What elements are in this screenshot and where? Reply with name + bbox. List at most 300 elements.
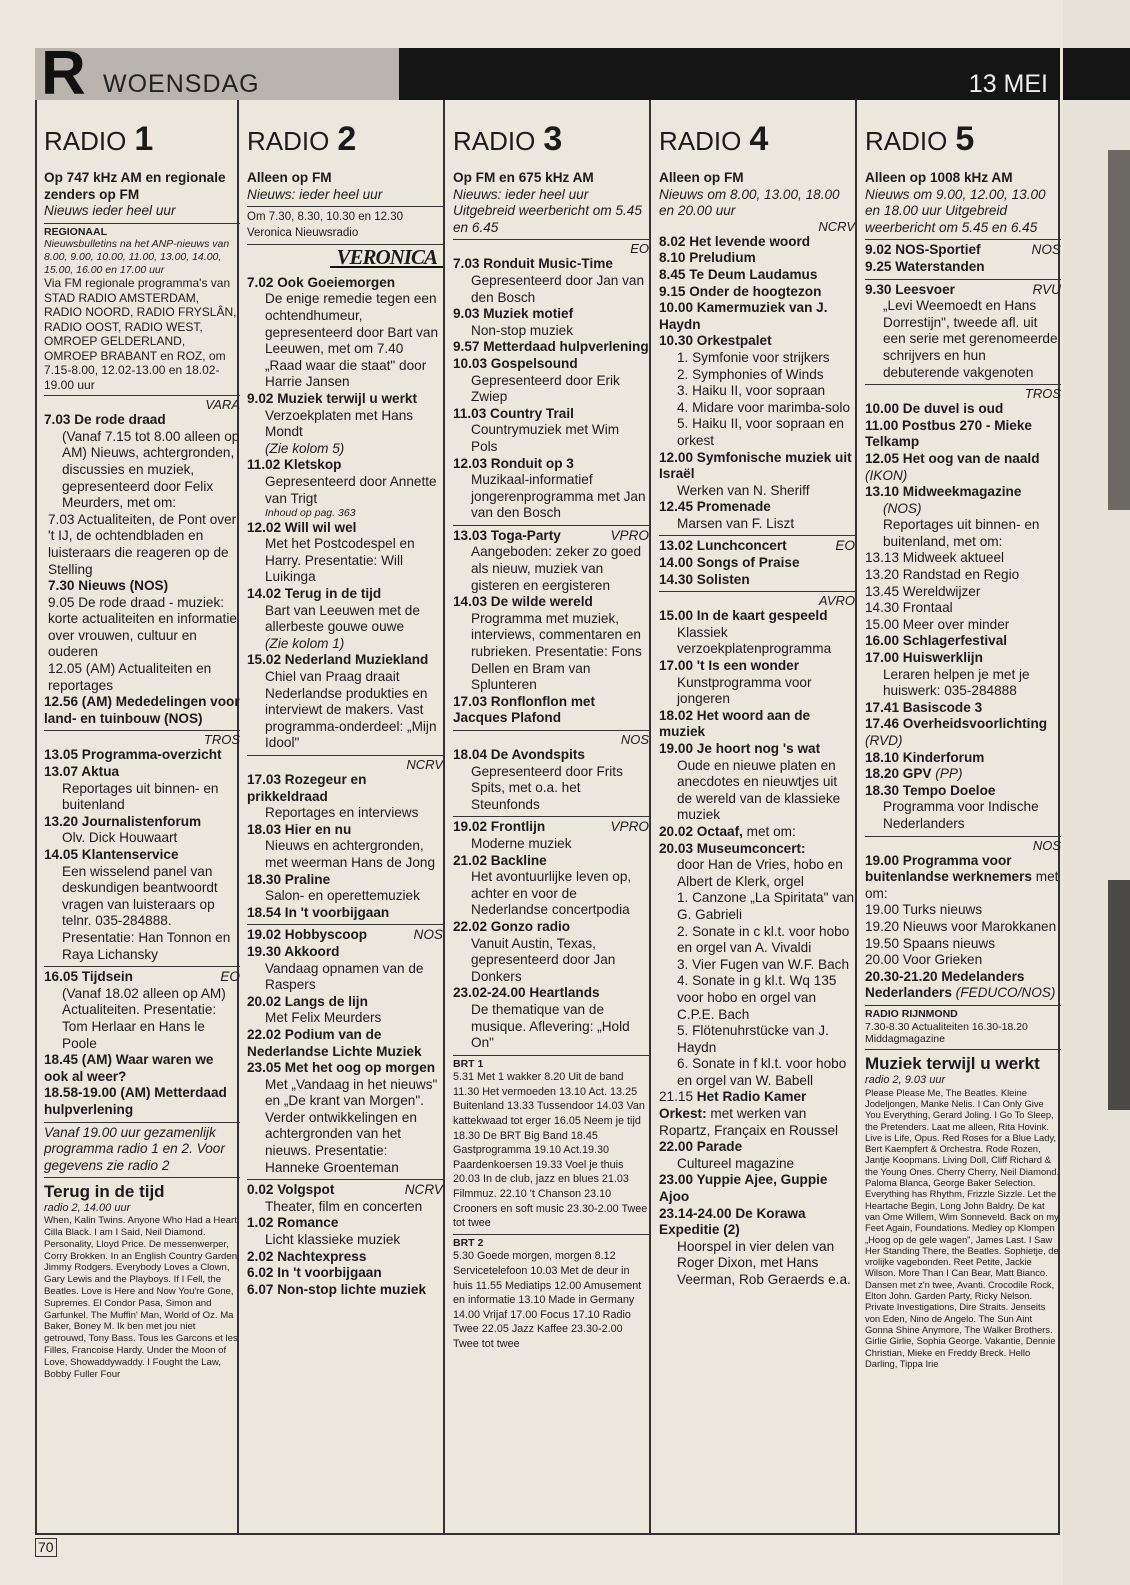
divider: [659, 591, 855, 592]
program-title: 21.02 Backline: [453, 852, 547, 868]
program-title: 17.00 Huiswerklijn: [865, 650, 983, 666]
program-title: 11.00 Postbus 270 - Mieke Telkamp: [865, 417, 1032, 450]
program-entry: [44, 969, 240, 1052]
program-desc: Gepresenteerd door Erik Zwiep: [471, 372, 620, 405]
program-title: 9.02 NOS-Sportief: [865, 242, 981, 258]
broadcaster-label: TROS: [203, 732, 240, 748]
program-title: 23.14-24.00 De Korawa Expeditie (2): [659, 1205, 806, 1238]
program-sub: 7.03 Actualiteiten, de Pont over 't IJ, de ochtendbladen en luisteraars die reageren op de Stelling: [48, 511, 237, 577]
divider: [453, 816, 649, 817]
program-title: 18.20 GPV: [865, 766, 932, 782]
divider: [865, 1049, 1061, 1050]
program-desc: Aangeboden: zeker zo goed als nieuw, muziek van gisteren en eergisteren: [471, 544, 642, 593]
radio1-intro: [44, 170, 240, 220]
program-sub: 19.50 Spaans nieuws: [865, 935, 995, 951]
program-desc: Met Felix Meurders: [265, 1010, 382, 1026]
program-title: 12.56 (AM) Mededelingen voor land- en tuinbouw (NOS): [44, 694, 240, 726]
program-entry: [865, 700, 1061, 717]
program-entry: [453, 256, 649, 306]
program-entry: [659, 284, 855, 301]
playlist-songs: When, Kalin Twins. Anyone Who Had a Heart, Cilla Black. I am I Said, Neil Diamond. Personality, Lloyd Price. De messenwerper, Corry Brokken. In an English Country Garden, Jimmy Rodgers. Everybody Loves a Clown, Gary Lewis and the Playboys. If I Fell, the Beatles. Love is Here and Now You're Gone, Supremes. El Condor Pasa, Simon and Garfunkel. The Muffin' Man, World of Oz. Ma Baker, Boney M. Ik ben met jou niet getrouwd, Tony Bass. Tous les Garcons et les Filles, Francoise Hardy. Under the Moon of Love, Showaddywaddy. I Fought the Law, Bobby Fuller Four: [44, 1215, 240, 1380]
program-title: 13.10 Midweekmagazine: [865, 484, 1022, 500]
program-entry: [865, 716, 1061, 749]
broadcaster-label: (FEDUCO/NOS): [955, 985, 1056, 1001]
divider: [44, 223, 240, 224]
program-title: 12.03 Ronduit op 3: [453, 455, 574, 471]
program-sub: 15.00 Meer over minder: [865, 616, 1010, 632]
program-entry: [247, 391, 443, 457]
radio1-column: [44, 100, 240, 1535]
program-title: 9.57 Metterdaad hulpverlening: [453, 339, 649, 355]
program-title: 20.30-21.20 Medelanders Nederlanders: [865, 968, 1025, 1001]
program-entry: [659, 333, 855, 449]
program-desc: Moderne muziek: [471, 835, 572, 851]
column-divider: [443, 100, 445, 1535]
station-word: RADIO: [247, 126, 330, 156]
program-title: 14.03 De wilde wereld: [453, 594, 593, 610]
program-title: 22.02 Gonzo radio: [453, 918, 571, 934]
broadcaster-label: NOS: [1032, 837, 1061, 853]
divider: [247, 1179, 443, 1180]
program-entry: [247, 1282, 443, 1299]
program-desc: Kunstprogramma voor jongeren: [677, 674, 812, 707]
program-desc: De enige remedie tegen een ochtendhumeur, gepresenteerd door Bart van Leeuwen, met om 7.40 „Raad waar die staat" door Harrie Jansen: [265, 291, 439, 390]
program-title: 23.00 Yuppie Ajee, Guppie Ajoo: [659, 1172, 828, 1205]
program-item: 1. Canzone „La Spiritata" van G. Gabrieli: [677, 890, 855, 922]
program-title: 13.03 Toga-Party: [453, 527, 561, 543]
program-title: 7.02 Ook Goeiemorgen: [247, 274, 396, 290]
program-title: 8.10 Preludium: [659, 250, 756, 266]
program-sub: 12.05 (AM) Actualiteiten en reportages: [48, 661, 212, 693]
program-entry: [865, 750, 1061, 767]
radio2-column: [247, 100, 443, 1535]
program-entry: [44, 847, 240, 963]
program-title: 13.02 Lunchconcert: [659, 538, 787, 554]
radio1-heading: [44, 100, 240, 158]
program-entry: [659, 499, 855, 532]
program-entry: [453, 819, 649, 852]
broadcaster-label: NCRV: [818, 218, 855, 234]
program-title: 13.05 Programma-overzicht: [44, 747, 222, 763]
program-desc: De thematique van de musique. Aflevering: „Hold On": [471, 1001, 630, 1051]
program-entry: [865, 969, 1061, 1002]
program-entry: [453, 747, 649, 813]
program-item: 6. Sonate in f kl.t. voor hobo en orgel van W. Babell: [677, 1056, 847, 1088]
program-entry: [659, 450, 855, 500]
program-entry: [44, 661, 240, 694]
divider: [44, 730, 240, 731]
station-number: 1: [134, 120, 154, 158]
program-entry: [659, 555, 855, 572]
program-title: 17.03 Rozegeur en prikkeldraad: [247, 772, 367, 804]
program-entry: [659, 1139, 855, 1172]
program-entry: [865, 902, 1061, 919]
program-entry: [865, 584, 1061, 601]
program-entry: [865, 600, 1061, 617]
station-number: 5: [955, 120, 975, 158]
playlist-title: Terug in de tijd: [44, 1182, 165, 1202]
station-word: RADIO: [453, 126, 536, 156]
program-entry: [865, 484, 1061, 550]
broadcaster-label: VPRO: [610, 819, 649, 835]
program-title: 10.00 De duvel is oud: [865, 401, 1004, 417]
program-title: 10.30 Orkestpalet: [659, 333, 772, 349]
divider: [453, 239, 649, 240]
program-entry: [453, 456, 649, 522]
program-sub: 13.13 Midweek aktueel: [865, 550, 1005, 566]
program-entry: [659, 538, 855, 555]
broadcaster-label: TROS: [1024, 386, 1061, 402]
program-title: 1.02 Romance: [247, 1215, 339, 1231]
radio-section-letter: R: [41, 39, 83, 108]
program-desc: Marsen van F. Liszt: [677, 515, 795, 531]
broadcaster-label: VARA: [205, 397, 240, 413]
broadcaster-label: NCRV: [406, 757, 443, 772]
program-desc: Een wisselend panel van deskundigen beantwoordt vragen van luisteraars op telnr. 035-284888. Presentatie: Han Tonnon en Raya Lichansky: [62, 863, 231, 962]
intro-news: Nieuws: ieder heel uur Uitgebreid weerbericht om 5.45 en 6.45: [453, 186, 642, 235]
program-entry: [453, 985, 649, 1051]
program-sub: 13.45 Wereldwijzer: [865, 583, 981, 599]
brt1-title: BRT 1: [453, 1057, 484, 1070]
program-title: 18.03 Hier en nu: [247, 821, 352, 837]
program-title: 0.02 Volgspot: [247, 1182, 335, 1198]
program-title: 7.03 De rode draad: [44, 412, 166, 428]
radio3-column: [453, 100, 649, 1535]
program-entry: [659, 658, 855, 708]
brt2-title: BRT 2: [453, 1236, 484, 1249]
regional-title: REGIONAAL: [44, 225, 107, 238]
program-entry: [44, 764, 240, 814]
program-entry: [865, 401, 1061, 418]
program-desc: Theater, film en concerten: [265, 1198, 423, 1214]
program-title: 19.30 Akkoord: [247, 943, 340, 959]
station-number: 3: [543, 120, 563, 158]
program-desc: met om:: [865, 869, 1059, 901]
broadcaster-label: NOS: [620, 732, 649, 747]
program-title: 10.00 Kamermuziek van J. Haydn: [659, 300, 828, 332]
program-title: 8.45 Te Deum Laudamus: [659, 266, 818, 282]
program-sub: 14.30 Frontaal: [865, 600, 953, 616]
program-entry: [247, 457, 443, 519]
program-entry: [865, 633, 1061, 650]
program-item: 5. Haiku II, voor sopraan en orkest: [677, 416, 844, 448]
program-item: 4. Sonate in g kl.t. Wq 135 voor hobo en orgel van C.P.E. Bach: [677, 973, 837, 1022]
divider: [453, 1055, 649, 1056]
program-entry: [865, 282, 1061, 382]
program-title: 7.03 Ronduit Music-Time: [453, 256, 613, 272]
radio3-heading: [453, 100, 649, 158]
intro-news: Nieuws ieder heel uur: [44, 203, 176, 219]
program-entry: [659, 708, 855, 741]
program-desc: „Levi Weemoedt en Hans Dorrestijn", tweede afl. uit een serie met gerenomeerde schrijvers en hun debuterende vakgenoten: [883, 298, 1058, 380]
program-entry: [865, 418, 1061, 451]
program-title: 18.04 De Avondspits: [453, 747, 585, 762]
program-entry: [453, 528, 649, 594]
program-entry: [247, 1060, 443, 1176]
program-entry: [247, 586, 443, 652]
program-entry: [247, 1182, 443, 1215]
page-number: 70: [35, 1538, 57, 1557]
radio3-intro: [453, 170, 649, 236]
program-entry: [453, 694, 649, 727]
program-entry: [247, 1249, 443, 1266]
program-title: 23.02-24.00 Heartlands: [453, 985, 600, 1001]
program-desc: Vandaag opnamen van de Raspers: [265, 960, 424, 993]
station-word: RADIO: [865, 126, 948, 156]
divider: [44, 1177, 240, 1178]
divider: [865, 836, 1061, 837]
program-desc: Non-stop muziek: [471, 322, 573, 338]
program-entry: [865, 550, 1061, 567]
program-entry: [865, 567, 1061, 584]
program-title: 14.30 Solisten: [659, 571, 750, 587]
program-entry: [659, 300, 855, 333]
program-title: 20.03 Museumconcert:: [659, 840, 806, 856]
program-item: 2. Symphonies of Winds: [677, 366, 824, 382]
program-entry: [247, 872, 443, 905]
divider: [659, 535, 855, 536]
playlist-time: radio 2, 14.00 uur: [44, 1202, 131, 1215]
program-entry: [44, 747, 240, 764]
program-desc: Reportages uit binnen- en buitenland: [62, 780, 219, 813]
broadcaster-label: (NOS): [883, 500, 922, 516]
program-title: 14.05 Klantenservice: [44, 847, 179, 862]
program-desc: Reportages uit binnen- en buitenland, met om:: [883, 517, 1040, 549]
broadcaster-label: AVRO: [818, 593, 855, 609]
program-time: 21.15: [659, 1089, 697, 1105]
program-entry: [247, 652, 443, 752]
program-desc: met werken van Ropartz, Françaix en Roussel: [659, 1106, 839, 1138]
broadcaster-label: RVU: [1032, 281, 1061, 297]
adjacent-photo: [1108, 150, 1130, 510]
program-title: Het Radio Kamer Orkest:: [659, 1089, 807, 1122]
program-entry: [247, 520, 443, 586]
program-title: 22.00 Parade: [659, 1139, 743, 1155]
program-item: 5. Flötenuhrstücke van J. Haydn: [677, 1023, 829, 1055]
program-desc: Vanuit Austin, Texas, gepresenteerd door Jan Donkers: [471, 935, 616, 984]
program-title: 19.00 Je hoort nog 's wat: [659, 741, 821, 756]
station-word: RADIO: [659, 126, 742, 156]
broadcaster-label: NOS: [413, 927, 443, 943]
program-title: 12.02 Will wil wel: [247, 519, 357, 535]
program-desc: Nieuws en achtergronden, met weerman Hans de Jong: [265, 838, 436, 870]
veronica-logo: [247, 245, 443, 270]
program-title: 16.00 Schlagerfestival: [865, 633, 1008, 649]
broadcaster-label: EO: [630, 241, 649, 257]
program-entry: [44, 814, 240, 847]
program-title: 6.02 In 't voorbijgaan: [247, 1265, 382, 1281]
program-desc: Oude en nieuwe platen en anecdotes en nieuwtjes uit de wereld van de klassieke muziek: [677, 757, 841, 823]
divider: [865, 1005, 1061, 1006]
program-desc: Programma voor Indische Nederlanders: [883, 799, 1039, 831]
divider: [247, 755, 443, 756]
program-entry: [44, 694, 240, 727]
program-entry: [865, 936, 1061, 953]
program-title: 11.03 Country Trail: [453, 405, 574, 421]
program-entry: [659, 841, 855, 1090]
program-entry: [659, 824, 855, 841]
program-entry: [453, 339, 649, 356]
intro-frequency: Op FM en 675 kHz AM: [453, 170, 594, 185]
program-title: 9.30 Leesvoer: [865, 281, 955, 297]
radio4-heading: [659, 100, 855, 158]
station-number: 4: [749, 120, 769, 158]
program-entry: [453, 306, 649, 339]
program-title: 20.02 Langs de lijn: [247, 993, 368, 1009]
joint-program-note: Vanaf 19.00 uur gezamenlijk programma radio 1 en 2. Voor gegevens zie radio 2: [44, 1124, 225, 1173]
broadcaster-label: (PP): [935, 766, 963, 782]
program-desc: Cultureel magazine: [677, 1155, 795, 1171]
program-desc: Gepresenteerd door Frits Spits, met o.a. het Steunfonds: [471, 763, 623, 812]
program-title: 17.00 't Is een wonder: [659, 658, 799, 674]
divider: [453, 730, 649, 731]
program-entry: [865, 451, 1061, 484]
divider: [247, 924, 443, 925]
program-entry: [659, 608, 855, 658]
program-sub: 19.00 Turks nieuws: [865, 902, 983, 918]
program-entry: [865, 242, 1061, 259]
program-entry: [659, 741, 855, 824]
program-title: 23.05 Met het oog op morgen: [247, 1060, 436, 1076]
program-item: 4. Midare voor marimba-solo: [677, 399, 851, 415]
divider: [44, 1122, 240, 1123]
radio4-intro: [659, 170, 855, 220]
divider: [865, 384, 1061, 385]
page-header: [35, 39, 1060, 108]
program-title: 19.02 Hobbyscoop: [247, 927, 368, 943]
playlist-title: Muziek terwijl u werkt: [865, 1053, 1040, 1073]
program-note: (Zie kolom 1): [265, 635, 345, 651]
column-divider: [649, 100, 651, 1535]
program-entry: [247, 905, 443, 922]
program-entry: [865, 783, 1061, 833]
program-entry: [659, 1172, 855, 1205]
program-entry: [453, 356, 649, 406]
regional-info: Via FM regionale programma's van STAD RADIO AMSTERDAM, RADIO NOORD, RADIO FRYSLÂN, RADIO OOST, RADIO WEST, OMROEP GELDERLAND, OMROEP BRABANT en ROZ, om 7.15-8.00, 12.02-13.00 en 18.02-19.00 uur: [44, 276, 237, 392]
program-desc: Werken van N. Sheriff: [677, 482, 810, 498]
program-desc: Licht klassieke muziek: [265, 1232, 401, 1248]
program-entry: [865, 853, 1061, 903]
program-title: 2.02 Nachtexpress: [247, 1248, 367, 1264]
program-desc: Gepresenteerd door Jan van den Bosch: [471, 272, 645, 305]
program-title: 18.10 Kinderforum: [865, 749, 985, 765]
program-entry: [247, 927, 443, 944]
column-divider: [855, 100, 857, 1535]
program-title: 18.58-19.00 (AM) Metterdaad hulpverlening: [44, 1085, 227, 1117]
intro-news: Nieuws: ieder heel uur: [247, 186, 383, 202]
program-desc: (Vanaf 18.02 alleen op AM) Actualiteiten. Presentatie: Tom Herlaar en Hans le Poole: [62, 985, 226, 1051]
program-entry: [247, 275, 443, 391]
program-entry: [865, 617, 1061, 634]
program-item: 2. Sonate in c kl.t. voor hobo en orgel van A. Vivaldi: [677, 923, 850, 956]
day-title: WOENSDAG: [103, 70, 260, 98]
program-title: 15.00 In de kaart gespeeld: [659, 608, 828, 624]
program-title: 15.02 Nederland Muziekland: [247, 652, 429, 668]
broadcaster-label: VPRO: [610, 527, 649, 543]
brt2-schedule: 5.30 Goede morgen, morgen 8.12 Servicetelefoon 10.03 Met de deur in huis 11.55 Mediatips 12.00 Amusement en informatie 13.10 Made in Germany 14.00 Vrijaf 17.00 Focus 17.10 Radio Twee 22.05 Jazz Kaffee 23.30-2.00 Twee tot twee: [453, 1250, 642, 1350]
program-title: 9.25 Waterstanden: [865, 258, 985, 274]
program-sub: 19.20 Nieuws voor Marokkanen: [865, 918, 1057, 934]
broadcaster-label: EO: [220, 969, 240, 985]
program-entry: [44, 512, 240, 578]
program-title: 9.03 Muziek motief: [453, 306, 574, 322]
program-entry: [44, 578, 240, 595]
program-entry: [659, 1089, 855, 1139]
program-title: 13.20 Journalistenforum: [44, 813, 202, 829]
program-entry: [865, 919, 1061, 936]
program-title: 13.07 Aktua: [44, 764, 120, 780]
rijnmond-title: RADIO RIJNMOND: [865, 1007, 958, 1020]
program-desc: Met het Postcodespel en Harry. Presentatie: Will Luikinga: [265, 536, 415, 585]
program-sub: 9.05 De rode draad - muziek: korte actualiteiten en informatie over vrouwen, cultuur en ouderen: [48, 594, 237, 660]
program-title: 8.02 Het levende woord: [659, 233, 811, 249]
program-desc: door Han de Vries, hobo en Albert de Klerk, orgel: [677, 857, 843, 889]
adjacent-photo: [1108, 880, 1130, 1110]
program-title: 20.02 Octaaf,: [659, 823, 743, 839]
news-radio-times: Om 7.30, 8.30, 10.30 en 12.30 Veronica Nieuwsradio: [247, 211, 404, 240]
program-sub: 13.20 Randstad en Regio: [865, 567, 1020, 583]
radio5-intro: [865, 170, 1061, 236]
radio2-intro: [247, 170, 443, 203]
divider: [453, 1234, 649, 1235]
program-desc: Met „Vandaag in het nieuws" en „De krant van Morgen". Verder ontwikkelingen en achtergronden van het nieuws. Presentatie: Hanneke Groenteman: [265, 1076, 438, 1175]
program-entry: [247, 1027, 443, 1060]
program-title: 14.02 Terug in de tijd: [247, 586, 382, 602]
program-title: 10.03 Gospelsound: [453, 355, 578, 371]
divider: [865, 239, 1061, 240]
program-desc: Salon- en operettemuziek: [265, 888, 420, 904]
program-entry: [659, 234, 855, 251]
program-entry: [44, 412, 240, 512]
program-desc: Gepresenteerd door Annette van Trigt: [265, 473, 437, 506]
program-desc: Olv. Dick Houwaart: [62, 830, 178, 846]
program-title: 12.45 Promenade: [659, 499, 771, 515]
program-desc: Verzoekplaten met Hans Mondt: [265, 407, 414, 440]
broadcaster-label: (RVD): [865, 733, 903, 748]
divider: [865, 279, 1061, 280]
header-right-band: [399, 48, 1060, 100]
program-desc: Chiel van Praag draait Nederlandse produkties en interviewt de makers. Vast programma-onderdeel: „Mijn Idool": [265, 669, 437, 751]
broadcaster-label: NOS: [1031, 242, 1061, 258]
program-entry: [247, 1215, 443, 1248]
program-item: 3. Vier Fugen van W.F. Bach: [677, 956, 850, 972]
intro-news: Nieuws om 8.00, 13.00, 18.00 en 20.00 uur: [659, 186, 840, 219]
program-desc: Reportages en interviews: [265, 805, 419, 821]
broadcaster-label: (IKON): [865, 467, 908, 483]
program-entry: [865, 650, 1061, 700]
program-desc: Hoorspel in vier delen van Roger Dixon, met Hans Veerman, Rob Geraerds e.a.: [677, 1238, 851, 1287]
program-title: 14.00 Songs of Praise: [659, 555, 800, 571]
radio5-column: [865, 100, 1061, 1535]
header-left-band: [35, 39, 399, 108]
intro-frequency: Alleen op FM: [659, 170, 744, 185]
date-label: 13 MEI: [968, 70, 1048, 98]
program-entry: [865, 259, 1061, 276]
program-title: 12.05 Het oog van de naald: [865, 450, 1040, 466]
broadcaster-label: EO: [835, 538, 855, 554]
program-entry: [659, 1206, 855, 1289]
program-title: 17.41 Basiscode 3: [865, 699, 983, 715]
program-desc: Het avontuurlijke leven op, achter en voor de Nederlandse concertpodia: [471, 869, 632, 918]
program-desc: met om:: [742, 823, 796, 839]
program-entry: [44, 595, 240, 661]
divider: [247, 206, 443, 207]
program-title: 12.00 Symfonische muziek uit Israël: [659, 449, 852, 482]
program-desc: Bart van Leeuwen met de allerbeste gouwe ouwe: [265, 602, 420, 635]
program-entry: [44, 1052, 240, 1085]
program-entry: [453, 853, 649, 919]
station-word: RADIO: [44, 126, 127, 156]
